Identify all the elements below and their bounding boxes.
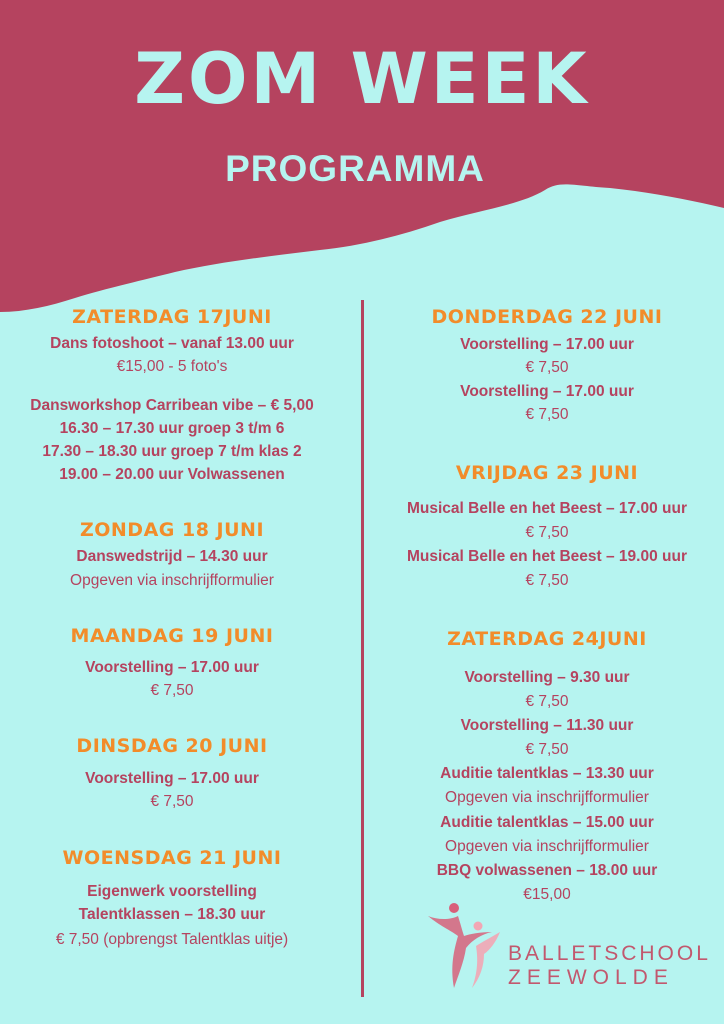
price-line: € 7,50	[525, 406, 569, 423]
page-subtitle: PROGRAMMA	[225, 148, 485, 189]
price-line: € 7,50	[150, 682, 194, 699]
day-heading-donderdag-22: DONDERDAG 22 JUNI	[431, 306, 663, 328]
price-line: € 7,50	[150, 793, 194, 810]
event-line: 19.00 – 20.00 uur Volwassenen	[59, 466, 285, 483]
info-line: Opgeven via inschrijfformulier	[445, 838, 649, 855]
price-line: € 7,50	[525, 359, 569, 376]
day-heading-dinsdag-20: DINSDAG 20 JUNI	[76, 735, 268, 757]
event-line: 17.30 – 18.30 uur groep 7 t/m klas 2	[42, 443, 302, 460]
event-line: Dans fotoshoot – vanaf 13.00 uur	[50, 335, 294, 352]
day-heading-maandag-19: MAANDAG 19 JUNI	[70, 625, 274, 647]
info-line: Opgeven via inschrijfformulier	[70, 572, 274, 589]
event-line: Musical Belle en het Beest – 19.00 uur	[407, 548, 687, 565]
event-line: Voorstelling – 9.30 uur	[464, 669, 630, 686]
logo-text-line1: BALLETSCHOOL	[508, 942, 711, 965]
event-line: Voorstelling – 11.30 uur	[460, 717, 634, 734]
price-line: € 7,50	[525, 693, 569, 710]
column-divider	[361, 300, 364, 997]
day-heading-zaterdag-24: ZATERDAG 24JUNI	[447, 628, 647, 650]
price-line: € 7,50 (opbrengst Talentklas uitje)	[55, 931, 289, 948]
logo-text-line2: ZEEWOLDE	[508, 966, 674, 989]
event-line: Voorstelling – 17.00 uur	[460, 336, 634, 353]
price-line: €15,00	[523, 886, 571, 903]
balletschool-logo	[420, 896, 711, 992]
price-line: € 7,50	[525, 524, 569, 541]
day-heading-woensdag-21: WOENSDAG 21 JUNI	[62, 847, 282, 869]
dancer-icon	[420, 896, 506, 992]
day-heading-vrijdag-23: VRIJDAG 23 JUNI	[455, 462, 639, 484]
event-line: Voorstelling – 17.00 uur	[460, 383, 634, 400]
price-line: € 7,50	[525, 572, 569, 589]
event-line: 16.30 – 17.30 uur groep 3 t/m 6	[59, 420, 285, 437]
day-heading-zondag-18: ZONDAG 18 JUNI	[79, 519, 265, 541]
event-line: Eigenwerk voorstelling	[87, 883, 257, 900]
event-line: Auditie talentklas – 13.30 uur	[440, 765, 654, 782]
event-line: BBQ volwassenen – 18.00 uur	[436, 862, 658, 879]
event-line: Auditie talentklas – 15.00 uur	[440, 814, 654, 831]
day-heading-zaterdag-17: ZATERDAG 17JUNI	[72, 306, 272, 328]
event-line: Dansworkshop Carribean vibe – € 5,00	[30, 397, 314, 414]
page-title: ZOM WEEK	[134, 38, 590, 120]
price-line: €15,00 - 5 foto's	[116, 358, 228, 375]
event-line: Voorstelling – 17.00 uur	[85, 659, 259, 676]
event-line: Danswedstrijd – 14.30 uur	[76, 548, 268, 565]
price-line: € 7,50	[525, 741, 569, 758]
event-line: Musical Belle en het Beest – 17.00 uur	[407, 500, 687, 517]
event-line: Voorstelling – 17.00 uur	[85, 770, 259, 787]
info-line: Opgeven via inschrijfformulier	[445, 789, 649, 806]
event-line: Talentklassen – 18.30 uur	[78, 906, 266, 923]
